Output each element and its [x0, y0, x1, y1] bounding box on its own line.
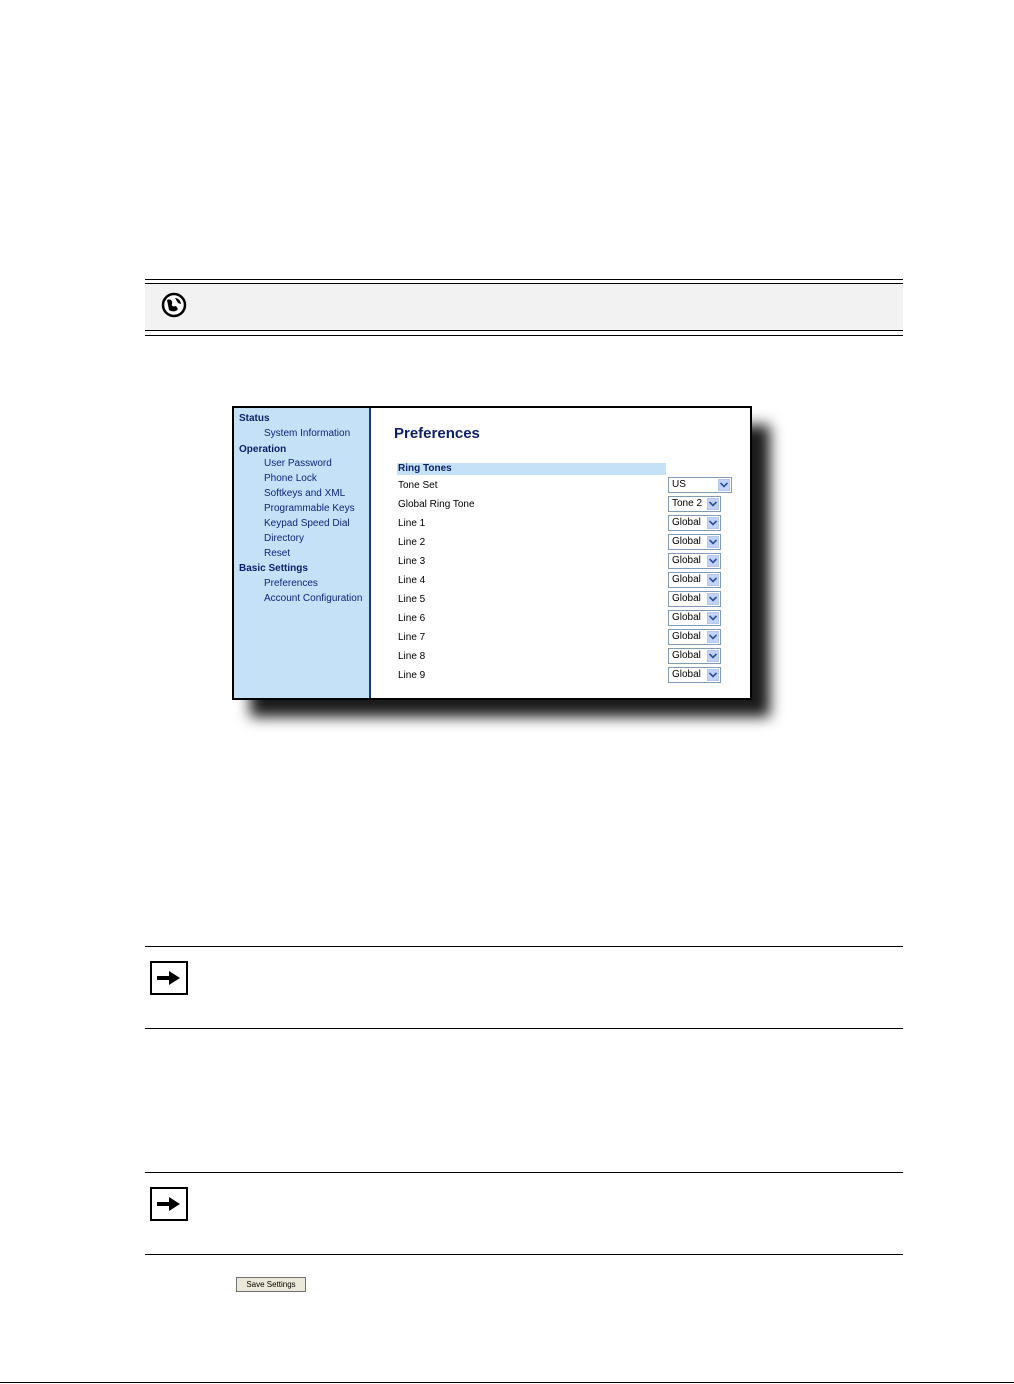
divider [145, 1254, 903, 1255]
tone-set-select[interactable] [668, 477, 732, 493]
chevron-down-icon [707, 650, 719, 662]
save-settings-button[interactable]: Save Settings [236, 1277, 306, 1292]
nav-reset[interactable]: Reset [264, 548, 291, 559]
row-label-line-1: Line 1 [398, 518, 426, 529]
select-value: Global [672, 536, 701, 547]
chevron-down-icon [707, 536, 719, 548]
line-1-ring-select[interactable] [668, 515, 721, 531]
line-6-ring-select[interactable] [668, 610, 721, 626]
nav-account-configuration[interactable]: Account Configuration [264, 593, 363, 604]
divider [145, 946, 903, 947]
page-title: Preferences [394, 425, 480, 442]
select-value: US [672, 479, 686, 490]
select-value: Tone 2 [672, 498, 703, 509]
chevron-down-icon [707, 631, 719, 643]
preferences-content [371, 408, 750, 698]
row-label-line-2: Line 2 [398, 537, 426, 548]
line-7-ring-select[interactable] [668, 629, 721, 645]
chevron-down-icon [707, 574, 719, 586]
row-label-line-4: Line 4 [398, 575, 426, 586]
select-value: Global [672, 574, 701, 585]
nav-status[interactable]: Status [239, 413, 270, 424]
web-ui-icon [161, 292, 187, 318]
nav-system-information[interactable]: System Information [264, 428, 351, 439]
note-block [145, 1172, 903, 1255]
divider [145, 279, 903, 280]
line-5-ring-select[interactable] [668, 591, 721, 607]
line-8-ring-select[interactable] [668, 648, 721, 664]
chevron-down-icon [707, 612, 719, 624]
nav-programmable-keys[interactable]: Programmable Keys [264, 503, 355, 514]
line-3-ring-select[interactable] [668, 553, 721, 569]
select-value: Global [672, 631, 701, 642]
select-value: Global [672, 555, 701, 566]
nav-keypad-speed-dial[interactable]: Keypad Speed Dial [264, 518, 350, 529]
web-ui-screenshot [232, 406, 752, 700]
chevron-down-icon [707, 593, 719, 605]
row-label-line-5: Line 5 [398, 594, 426, 605]
nav-preferences[interactable]: Preferences [264, 578, 318, 589]
nav-user-password[interactable]: User Password [264, 458, 332, 469]
divider [145, 1028, 903, 1029]
row-label-line-6: Line 6 [398, 613, 426, 624]
divider [145, 330, 903, 331]
page-bottom-rule [0, 1382, 1014, 1383]
nav-softkeys-xml[interactable]: Softkeys and XML [264, 488, 346, 499]
chevron-down-icon [718, 479, 730, 491]
nav-directory[interactable]: Directory [264, 533, 305, 544]
chevron-down-icon [707, 498, 719, 510]
note-block [145, 946, 903, 1029]
section-title: Ring Tones [398, 463, 452, 474]
arrow-right-icon [150, 1187, 188, 1221]
select-value: Global [672, 612, 701, 623]
row-label-tone-set: Tone Set [398, 480, 438, 491]
web-ui-band-fill [145, 284, 903, 330]
chevron-down-icon [707, 517, 719, 529]
row-label-line-8: Line 8 [398, 651, 426, 662]
chevron-down-icon [707, 555, 719, 567]
row-label-global-ring-tone: Global Ring Tone [398, 499, 475, 510]
row-label-line-7: Line 7 [398, 632, 426, 643]
nav-basic-settings[interactable]: Basic Settings [239, 563, 308, 574]
row-label-line-9: Line 9 [398, 670, 426, 681]
row-label-line-3: Line 3 [398, 556, 426, 567]
global-ring-tone-select[interactable] [668, 496, 721, 512]
line-4-ring-select[interactable] [668, 572, 721, 588]
sidebar-nav [234, 408, 371, 698]
select-value: Global [672, 593, 701, 604]
chevron-down-icon [707, 669, 719, 681]
nav-phone-lock[interactable]: Phone Lock [264, 473, 317, 484]
select-value: Global [672, 669, 701, 680]
web-ui-band [145, 279, 903, 336]
divider [145, 1172, 903, 1173]
line-9-ring-select[interactable] [668, 667, 721, 683]
nav-operation[interactable]: Operation [239, 444, 287, 455]
select-value: Global [672, 650, 701, 661]
line-2-ring-select[interactable] [668, 534, 721, 550]
select-value: Global [672, 517, 701, 528]
divider [145, 335, 903, 336]
arrow-right-icon [150, 961, 188, 995]
